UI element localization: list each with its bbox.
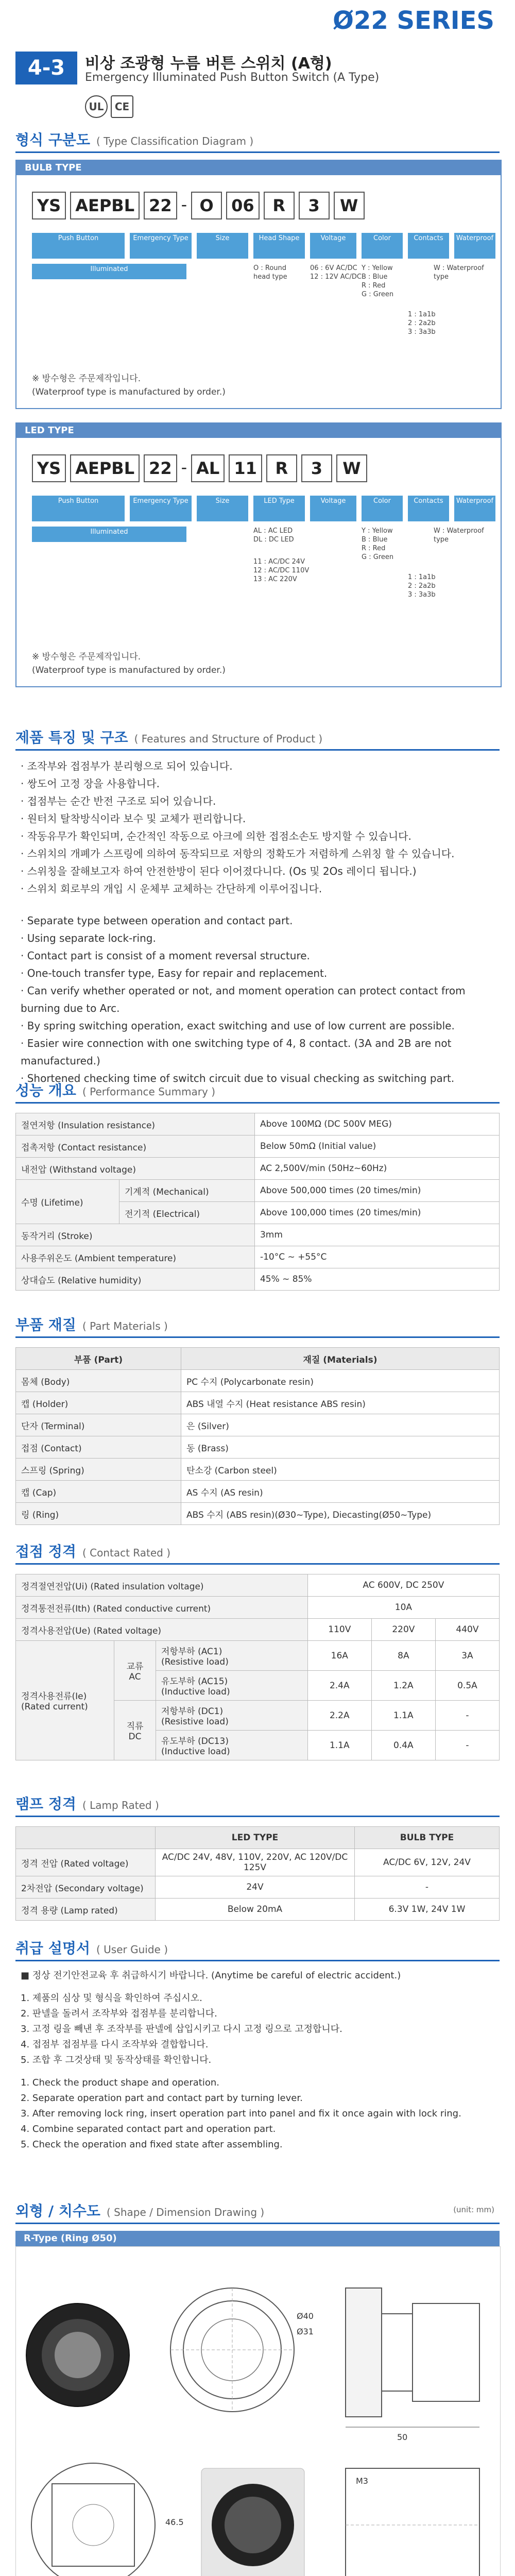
table-cell: 기계적 (Mechanical) <box>119 1180 255 1202</box>
table-cell: - <box>355 1876 500 1899</box>
guide-step: 2. 판넬을 돌려서 조작부와 접점부를 분리합니다. <box>21 2008 217 2019</box>
section-title-kr: 제품 특징 및 구조 <box>15 729 128 746</box>
led-code-row <box>32 454 367 482</box>
table-cell: 45% ~ 85% <box>254 1268 499 1291</box>
dim-label: M3 <box>356 2476 368 2486</box>
tag-size: Size <box>197 496 248 521</box>
code-cell: AEPBL <box>70 454 140 482</box>
code-dash: - <box>181 457 187 477</box>
note-color: Y : Yellow B : Blue R : Red G : Green <box>362 527 394 561</box>
table-cell: 몸체 (Body) <box>16 1370 181 1392</box>
feature-line: · 스위치의 개폐가 스프링에 의하여 동작되므로 저항의 정확도가 저렴하게 스위칭 할 수 있습니다. <box>21 848 455 860</box>
note-contacts: 1 : 1a1b 2 : 2a2b 3 : 3a3b <box>408 311 436 336</box>
table-cell: - <box>435 1701 499 1731</box>
section-title-kr: 램프 정격 <box>15 1795 76 1812</box>
note-voltage: 06 : 6V AC/DC 12 : 12V AC/DC <box>310 264 362 281</box>
table-header-row <box>16 1827 500 1849</box>
table-cell: 1.1A <box>371 1701 435 1731</box>
table-cell: 110V <box>307 1619 371 1641</box>
table-cell: 상대습도 (Relative humidity) <box>16 1268 255 1291</box>
drawing-bar-1: R-Type (Ring Ø50) <box>15 2231 500 2246</box>
series-title: Ø22 SERIES <box>333 6 494 35</box>
tag-contacts: Contacts <box>408 233 449 259</box>
table-cell: PC 수지 (Polycarbonate resin) <box>181 1370 500 1392</box>
table-cell: 단자 (Terminal) <box>16 1414 181 1436</box>
section-title-en: ( User Guide ) <box>96 1943 168 1956</box>
code-cell: AEPBL <box>70 192 140 219</box>
table-cell: 탄소강 (Carbon steel) <box>181 1459 500 1481</box>
section-title-en: ( Features and Structure of Product ) <box>134 733 323 745</box>
guide-step: 3. After removing lock ring, insert operation part into panel and fix it once again with lock ring. <box>21 2108 461 2119</box>
table-header <box>16 1827 156 1849</box>
table-row <box>16 1370 500 1392</box>
table-cell: 정격 전압 (Rated voltage) <box>16 1849 156 1876</box>
table-cell: 정격사용전압(Ue) (Rated voltage) <box>16 1619 308 1641</box>
dim-label: 50 <box>397 2432 408 2442</box>
feature-line: · By spring switching operation, exact switching and use of low current are possible. <box>21 1020 455 1032</box>
feature-line: · Shortened checking time of switch circuit due to visual checking as switching part. <box>21 1072 455 1084</box>
code-cell: 3 <box>299 192 330 219</box>
code-cell: YS <box>32 192 66 219</box>
table-row <box>16 1876 500 1899</box>
table-cell: 2.4A <box>307 1671 371 1701</box>
table-cell: AC/DC 6V, 12V, 24V <box>355 1849 500 1876</box>
table-cell: 캡 (Holder) <box>16 1392 181 1414</box>
table-cell: 0.5A <box>435 1671 499 1701</box>
type-section-header <box>15 129 500 153</box>
table-cell: 2.2A <box>307 1701 371 1731</box>
table-cell: 3mm <box>254 1224 499 1246</box>
lamp-rating-header <box>15 1793 500 1817</box>
unit-label: (unit: mm) <box>453 2205 494 2214</box>
table-row <box>16 1899 500 1921</box>
performance-table <box>15 1113 500 1291</box>
bulb-type-box <box>15 160 502 409</box>
section-title-en: ( Performance Summary ) <box>82 1086 216 1098</box>
table-cell: Above 500,000 times (20 times/min) <box>254 1180 499 1202</box>
table-cell: - <box>435 1731 499 1760</box>
table-row <box>16 1246 500 1268</box>
guide-step: 5. Check the operation and fixed state after assembling. <box>21 2139 283 2150</box>
tag-illuminated: Illuminated <box>32 264 186 279</box>
guide-step: 1. 제품의 심상 및 형식을 확인하여 주십시오. <box>21 1993 202 2004</box>
table-cell: 내전압 (Withstand voltage) <box>16 1158 255 1180</box>
table-cell: 절연저항 (Insulation resistance) <box>16 1113 255 1136</box>
bulb-code-row <box>32 192 365 219</box>
guide-step: 3. 고정 링을 빼낸 후 조작부를 판넬에 삽입시키고 다시 고정 링으로 고정합니다. <box>21 2024 342 2035</box>
table-row <box>16 1503 500 1525</box>
table-cell: 2차전압 (Secondary voltage) <box>16 1876 156 1899</box>
led-type-box <box>15 422 502 687</box>
tag-led: LED Type <box>253 496 305 521</box>
guide-step: 4. Combine separated contact part and operation part. <box>21 2124 276 2134</box>
materials-header <box>15 1314 500 1338</box>
section-title-kr: 외형 / 치수도 <box>15 2202 100 2219</box>
feature-line: · Contact part is consist of a moment reversal structure. <box>21 950 310 962</box>
features-en <box>21 912 494 1087</box>
table-cell: 링 (Ring) <box>16 1503 181 1525</box>
user-guide-header <box>15 1937 500 1961</box>
table-header: 재질 (Materials) <box>181 1348 500 1370</box>
table-cell: 수명 (Lifetime) <box>16 1180 119 1224</box>
led-footnote-kr: ※ 방수형은 주문제작입니다. <box>32 652 141 662</box>
code-cell: W <box>334 192 365 219</box>
table-row <box>16 1849 500 1876</box>
table-cell: 유도부하 (AC15) (Inductive load) <box>156 1671 308 1701</box>
table-cell: 24V <box>156 1876 355 1899</box>
note-waterproof: W : Waterproof type <box>434 264 484 281</box>
table-cell: 사용주위온도 (Ambient temperature) <box>16 1246 255 1268</box>
section-title-en: ( Shape / Dimension Drawing ) <box>106 2206 265 2218</box>
table-row <box>16 1436 500 1459</box>
table-row <box>16 1641 500 1671</box>
contact-rating-table <box>15 1574 500 1760</box>
table-cell: ABS 수지 (ABS resin)(Ø30~Type), Diecasting(Ø50~Type) <box>181 1503 500 1525</box>
table-row <box>16 1268 500 1291</box>
code-cell: 11 <box>229 454 262 482</box>
features-kr <box>21 757 494 897</box>
table-cell: 동 (Brass) <box>181 1436 500 1459</box>
table-cell: 16A <box>307 1641 371 1671</box>
code-cell: 22 <box>144 192 177 219</box>
features-header <box>15 726 500 751</box>
note-waterproof: W : Waterproof type <box>434 527 484 544</box>
tag-size: Size <box>197 233 248 259</box>
tag-emergency: Emergency Type <box>130 496 192 521</box>
table-cell: 1.1A <box>307 1731 371 1760</box>
feature-line: · 스위치 회로부의 개입 시 운체부 교체하는 간단하게 이루어집니다. <box>21 883 322 895</box>
dim-label: Ø31 <box>297 2327 314 2336</box>
table-cell: 스프링 (Spring) <box>16 1459 181 1481</box>
note-voltage: 11 : AC/DC 24V 12 : AC/DC 110V 13 : AC 220V <box>253 558 310 583</box>
tag-color: Color <box>362 233 403 259</box>
table-cell: 접점 (Contact) <box>16 1436 181 1459</box>
drawing-header <box>15 2200 500 2224</box>
warning-line: ■ 정상 전기안전교육 후 취급하시기 바랍니다. (Anytime be careful of electric accident.) <box>21 1970 401 1981</box>
feature-line: · Can verify whether operated or not, and moment operation can protect contact from burning due to Arc. <box>21 985 466 1014</box>
tag-push-button: Push Button <box>32 233 125 259</box>
feature-line: · 접점부는 순간 반전 구조로 되어 있습니다. <box>21 795 216 807</box>
tag-push-button: Push Button <box>32 496 125 521</box>
bulb-type-bar: BULB TYPE <box>16 161 501 175</box>
feature-line: · One-touch transfer type, Easy for repair and replacement. <box>21 967 328 979</box>
table-row <box>16 1597 500 1619</box>
tag-waterproof: Waterproof <box>454 496 495 521</box>
note-led: AL : AC LED DL : DC LED <box>253 527 294 544</box>
table-row <box>16 1619 500 1641</box>
tag-illuminated: Illuminated <box>32 527 186 542</box>
code-cell: O <box>191 192 222 219</box>
table-cell: -10°C ~ +55°C <box>254 1246 499 1268</box>
table-header-row <box>16 1348 500 1370</box>
section-title-kr: 성능 개요 <box>15 1082 76 1099</box>
code-cell: YS <box>32 454 66 482</box>
table-cell: 직류 DC <box>114 1701 156 1760</box>
table-cell: 교류 AC <box>114 1641 156 1701</box>
table-row <box>16 1574 500 1597</box>
contact-rating-header <box>15 1540 500 1565</box>
code-cell: 3 <box>301 454 332 482</box>
table-cell: 8A <box>371 1641 435 1671</box>
table-cell: 10A <box>307 1597 499 1619</box>
section-number-badge: 4-3 <box>15 52 77 84</box>
ce-cert-icon: CE <box>111 95 133 118</box>
table-cell: 전기적 (Electrical) <box>119 1202 255 1224</box>
materials-table <box>15 1347 500 1525</box>
feature-line: · 작동유무가 확인되며, 순간적인 작동으로 아크에 의한 접점소손도 방지할 수 있습니다. <box>21 830 411 842</box>
table-row <box>16 1180 500 1202</box>
tag-head: Head Shape <box>253 233 305 259</box>
feature-line: · 조작부와 접점부가 분리형으로 되어 있습니다. <box>21 760 233 772</box>
code-dash: - <box>181 195 187 214</box>
table-cell: Below 20mA <box>156 1899 355 1921</box>
title-korean: 비상 조광형 누름 버튼 스위치 (A형) <box>85 55 332 73</box>
section-title-kr: 접점 정격 <box>15 1543 76 1560</box>
note-color: Y : Yellow B : Blue R : Red G : Green <box>362 264 394 298</box>
table-cell: 정격 용량 (Lamp rated) <box>16 1899 156 1921</box>
dim-label: 46.5 <box>165 2517 184 2527</box>
table-cell: Above 100,000 times (20 times/min) <box>254 1202 499 1224</box>
table-cell: AC/DC 24V, 48V, 110V, 220V, AC 120V/DC 125V <box>156 1849 355 1876</box>
table-cell: AC 2,500V/min (50Hz~60Hz) <box>254 1158 499 1180</box>
table-row <box>16 1459 500 1481</box>
table-cell: 접촉저항 (Contact resistance) <box>16 1136 255 1158</box>
table-row <box>16 1392 500 1414</box>
feature-line: · Separate type between operation and contact part. <box>21 914 293 927</box>
section-title-en: ( Lamp Rated ) <box>82 1799 159 1811</box>
tag-voltage: Voltage <box>310 233 356 259</box>
section-title-kr: 형식 구분도 <box>15 131 90 148</box>
lamp-rating-table <box>15 1826 500 1921</box>
table-cell: 유도부하 (DC13) (Inductive load) <box>156 1731 308 1760</box>
code-cell: 06 <box>226 192 260 219</box>
tag-contacts: Contacts <box>408 496 449 521</box>
table-cell: 동작거리 (Stroke) <box>16 1224 255 1246</box>
table-cell: 3A <box>435 1641 499 1671</box>
section-title-en: ( Type Classification Diagram ) <box>96 135 254 147</box>
feature-line: · 스위칭을 잘해보고자 하여 안전한방이 된다 이어졌다니다. (Os 및 2Os 레이디 됩니다.) <box>21 865 417 877</box>
table-cell: 캡 (Cap) <box>16 1481 181 1503</box>
table-cell: 440V <box>435 1619 499 1641</box>
table-cell: 저항부하 (DC1) (Resistive load) <box>156 1701 308 1731</box>
section-title-en: ( Contact Rated ) <box>82 1547 170 1559</box>
table-cell: ABS 내열 수지 (Heat resistance ABS resin) <box>181 1392 500 1414</box>
code-cell: W <box>336 454 367 482</box>
guide-step: 5. 조합 후 그것상태 및 동작상태를 확인합니다. <box>21 2055 212 2065</box>
title-english: Emergency Illuminated Push Button Switch (A Type) <box>85 71 380 84</box>
table-row <box>16 1113 500 1136</box>
table-row <box>16 1136 500 1158</box>
table-row <box>16 1224 500 1246</box>
table-header: LED TYPE <box>156 1827 355 1849</box>
section-title-kr: 취급 설명서 <box>15 1940 90 1957</box>
guide-step: 2. Separate operation part and contact part by turning lever. <box>21 2093 303 2104</box>
tag-emergency: Emergency Type <box>130 233 192 259</box>
section-title-en: ( Part Materials ) <box>82 1320 168 1332</box>
table-cell: 정격통전전류(Ith) (Rated conductive current) <box>16 1597 308 1619</box>
led-type-bar: LED TYPE <box>16 423 501 438</box>
table-cell: 6.3V 1W, 24V 1W <box>355 1899 500 1921</box>
tag-waterproof: Waterproof <box>454 233 495 259</box>
section-title-kr: 부품 재질 <box>15 1316 76 1333</box>
table-cell: AS 수지 (AS resin) <box>181 1481 500 1503</box>
table-header: 부품 (Part) <box>16 1348 181 1370</box>
table-row <box>16 1481 500 1503</box>
feature-line: · 쌍도어 고정 장을 사용합니다. <box>21 777 160 790</box>
tag-voltage: Voltage <box>310 496 356 521</box>
tag-color: Color <box>362 496 403 521</box>
dimension-drawing-1 <box>16 2247 500 2576</box>
performance-header <box>15 1079 500 1104</box>
code-cell: R <box>266 454 297 482</box>
dim-label: Ø40 <box>297 2311 314 2321</box>
table-cell: 0.4A <box>371 1731 435 1760</box>
feature-line: · 원터치 탈착방식이라 보수 및 교체가 편리합니다. <box>21 812 246 825</box>
code-cell: R <box>264 192 295 219</box>
header <box>0 0 515 103</box>
bulb-footnote-kr: ※ 방수형은 주문제작입니다. <box>32 374 141 384</box>
table-cell: 은 (Silver) <box>181 1414 500 1436</box>
table-cell: 220V <box>371 1619 435 1641</box>
drawing-box-1 <box>15 2246 501 2576</box>
table-header: BULB TYPE <box>355 1827 500 1849</box>
guide-step: 1. Check the product shape and operation. <box>21 2077 219 2088</box>
user-guide-text <box>21 1968 494 2153</box>
table-cell: 정격사용전류(Ie) (Rated current) <box>16 1641 114 1760</box>
bulb-footnote-en: (Waterproof type is manufactured by order.) <box>32 387 226 397</box>
note-head: O : Round head type <box>253 264 287 281</box>
table-row <box>16 1158 500 1180</box>
note-contacts: 1 : 1a1b 2 : 2a2b 3 : 3a3b <box>408 573 436 599</box>
feature-line: · Using separate lock-ring. <box>21 932 156 944</box>
table-cell: AC 600V, DC 250V <box>307 1574 499 1597</box>
table-cell: Below 50mΩ (Initial value) <box>254 1136 499 1158</box>
table-cell: 저항부하 (AC1) (Resistive load) <box>156 1641 308 1671</box>
table-cell: 1.2A <box>371 1671 435 1701</box>
table-row <box>16 1414 500 1436</box>
ul-cert-icon: UL <box>85 95 108 118</box>
code-cell: 22 <box>144 454 177 482</box>
led-footnote-en: (Waterproof type is manufactured by order.) <box>32 665 226 675</box>
feature-line: · Easier wire connection with one switching type of 4, 8 contact. (3A and 2B are not manufactured.) <box>21 1037 452 1067</box>
code-cell: AL <box>191 454 225 482</box>
guide-step: 4. 접점부 접점부를 다시 조작부와 결합합니다. <box>21 2039 209 2050</box>
table-cell: 정격절연전압(Ui) (Rated insulation voltage) <box>16 1574 308 1597</box>
table-cell: Above 100MΩ (DC 500V MEG) <box>254 1113 499 1136</box>
